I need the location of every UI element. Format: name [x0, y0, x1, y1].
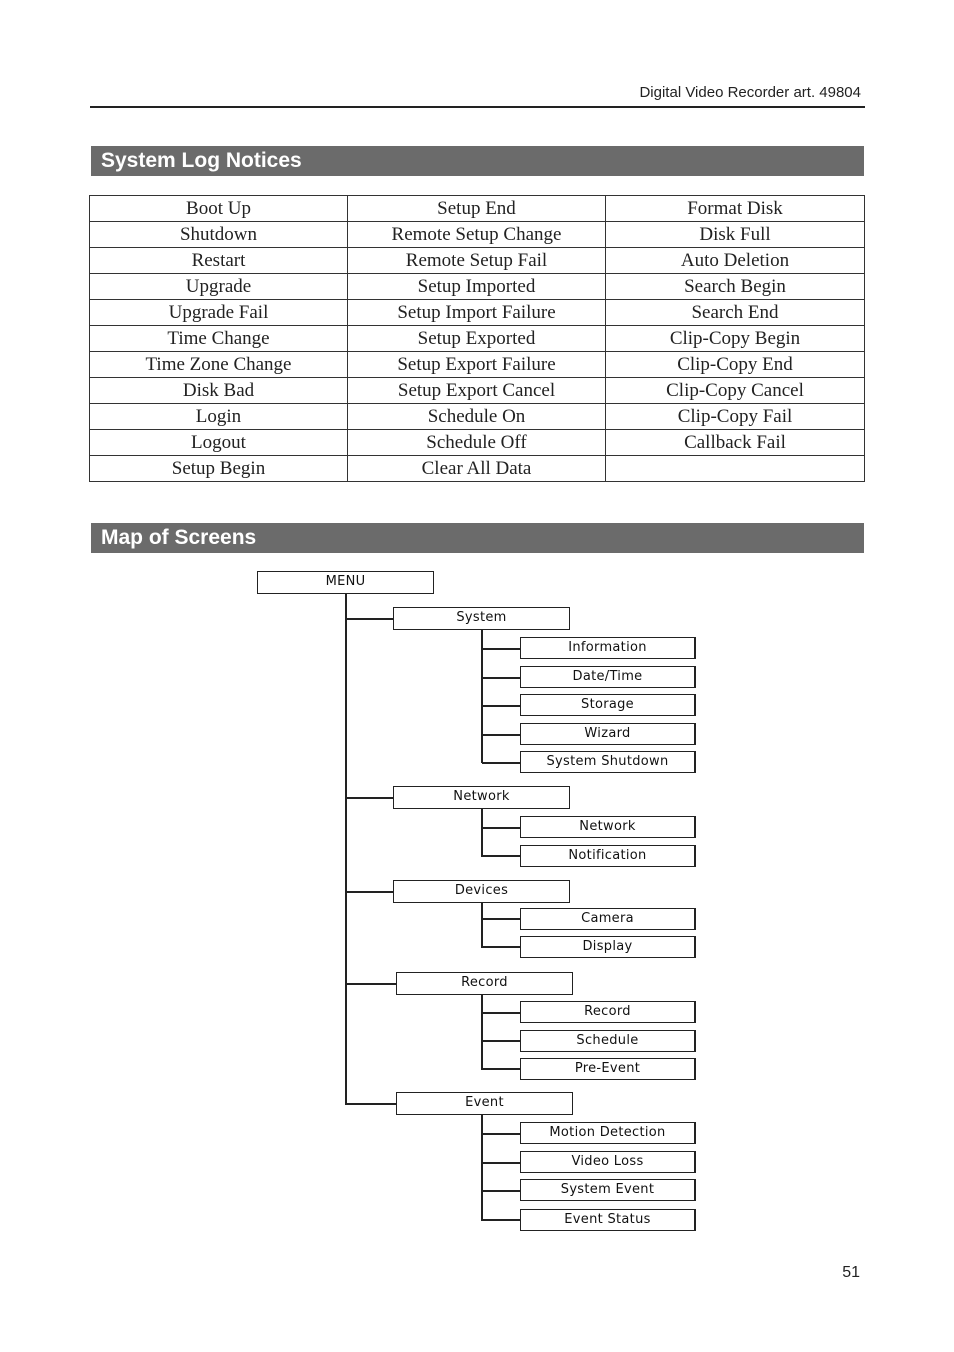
screen-node-network: Network — [520, 816, 696, 838]
table-cell: Setup Begin — [90, 456, 348, 482]
header-rule — [90, 106, 865, 108]
table-cell: Setup Export Cancel — [348, 378, 606, 404]
table-row — [90, 430, 865, 456]
connector-line — [482, 1133, 520, 1135]
group-node-network: Network — [393, 786, 570, 809]
tree-trunk-line — [345, 594, 347, 1105]
screen-node-motion-detection: Motion Detection — [520, 1122, 696, 1144]
branch-line — [481, 995, 483, 1070]
group-node-event: Event — [396, 1092, 573, 1115]
section-title-map-of-screens: Map of Screens — [91, 523, 864, 553]
screen-node-video-loss: Video Loss — [520, 1151, 696, 1173]
table-cell: Logout — [90, 430, 348, 456]
screen-node-display: Display — [520, 936, 696, 958]
table-cell: Time Zone Change — [90, 352, 348, 378]
table-cell: Disk Full — [606, 222, 865, 248]
table-row — [90, 352, 865, 378]
table-cell: Boot Up — [90, 196, 348, 222]
branch-line — [481, 809, 483, 857]
screen-node-notification: Notification — [520, 845, 696, 867]
table-cell: Upgrade Fail — [90, 300, 348, 326]
table-cell: Schedule Off — [348, 430, 606, 456]
screen-node-system-event: System Event — [520, 1179, 696, 1201]
table-cell: Disk Bad — [90, 378, 348, 404]
screen-node-system-shutdown: System Shutdown — [520, 751, 696, 773]
table-row — [90, 222, 865, 248]
table-row — [90, 378, 865, 404]
page-number: 51 — [842, 1264, 860, 1281]
table-cell: Callback Fail — [606, 430, 865, 456]
table-cell: Format Disk — [606, 196, 865, 222]
connector-line — [482, 827, 520, 829]
table-row — [90, 326, 865, 352]
connector-line — [346, 1103, 397, 1105]
screen-node-pre-event: Pre-Event — [520, 1058, 696, 1080]
connector-line — [482, 734, 520, 736]
connector-line — [482, 1219, 520, 1221]
screen-node-date-time: Date/Time — [520, 666, 696, 688]
table-row — [90, 248, 865, 274]
document-header-title: Digital Video Recorder art. 49804 — [639, 84, 861, 101]
group-node-record: Record — [396, 972, 573, 995]
connector-line — [482, 705, 520, 707]
group-node-system: System — [393, 607, 570, 630]
table-cell: Schedule On — [348, 404, 606, 430]
table-cell: Search Begin — [606, 274, 865, 300]
table-cell: Clip-Copy Cancel — [606, 378, 865, 404]
table-row — [90, 404, 865, 430]
branch-line — [481, 1115, 483, 1221]
connector-line — [346, 797, 394, 799]
table-cell: Setup End — [348, 196, 606, 222]
table-cell: Time Change — [90, 326, 348, 352]
table-row — [90, 300, 865, 326]
connector-line — [482, 762, 520, 764]
connector-line — [482, 1040, 520, 1042]
screen-node-camera: Camera — [520, 908, 696, 930]
connector-line — [482, 677, 520, 679]
table-cell: Search End — [606, 300, 865, 326]
screen-node-schedule: Schedule — [520, 1030, 696, 1052]
menu-root-node: MENU — [257, 571, 434, 594]
table-cell: Login — [90, 404, 348, 430]
screen-node-event-status: Event Status — [520, 1209, 696, 1231]
connector-line — [482, 648, 520, 650]
table-cell: Setup Export Failure — [348, 352, 606, 378]
table-cell: Auto Deletion — [606, 248, 865, 274]
table-cell: Setup Imported — [348, 274, 606, 300]
table-cell: Clip-Copy Fail — [606, 404, 865, 430]
connector-line — [482, 946, 520, 948]
connector-line — [482, 1012, 520, 1014]
table-cell: Remote Setup Fail — [348, 248, 606, 274]
branch-line — [481, 903, 483, 948]
connector-line — [346, 618, 394, 620]
connector-line — [346, 891, 394, 893]
connector-line — [482, 1190, 520, 1192]
connector-line — [346, 983, 397, 985]
section-title-system-log: System Log Notices — [91, 146, 864, 176]
table-cell: Clip-Copy Begin — [606, 326, 865, 352]
group-node-devices: Devices — [393, 880, 570, 903]
table-cell: Restart — [90, 248, 348, 274]
table-cell: Remote Setup Change — [348, 222, 606, 248]
table-cell: Clear All Data — [348, 456, 606, 482]
screen-node-record: Record — [520, 1001, 696, 1023]
table-cell: Upgrade — [90, 274, 348, 300]
table-cell: Shutdown — [90, 222, 348, 248]
connector-line — [482, 1068, 520, 1070]
branch-line — [481, 630, 483, 763]
table-row — [90, 456, 865, 482]
table-cell: Setup Exported — [348, 326, 606, 352]
system-log-table — [89, 195, 865, 482]
connector-line — [482, 918, 520, 920]
screen-node-storage: Storage — [520, 694, 696, 716]
table-row — [90, 274, 865, 300]
table-cell: Setup Import Failure — [348, 300, 606, 326]
table-cell: Clip-Copy End — [606, 352, 865, 378]
table-cell — [606, 456, 865, 482]
screen-node-information: Information — [520, 637, 696, 659]
connector-line — [482, 855, 520, 857]
screen-node-wizard: Wizard — [520, 723, 696, 745]
table-row — [90, 196, 865, 222]
connector-line — [482, 1162, 520, 1164]
